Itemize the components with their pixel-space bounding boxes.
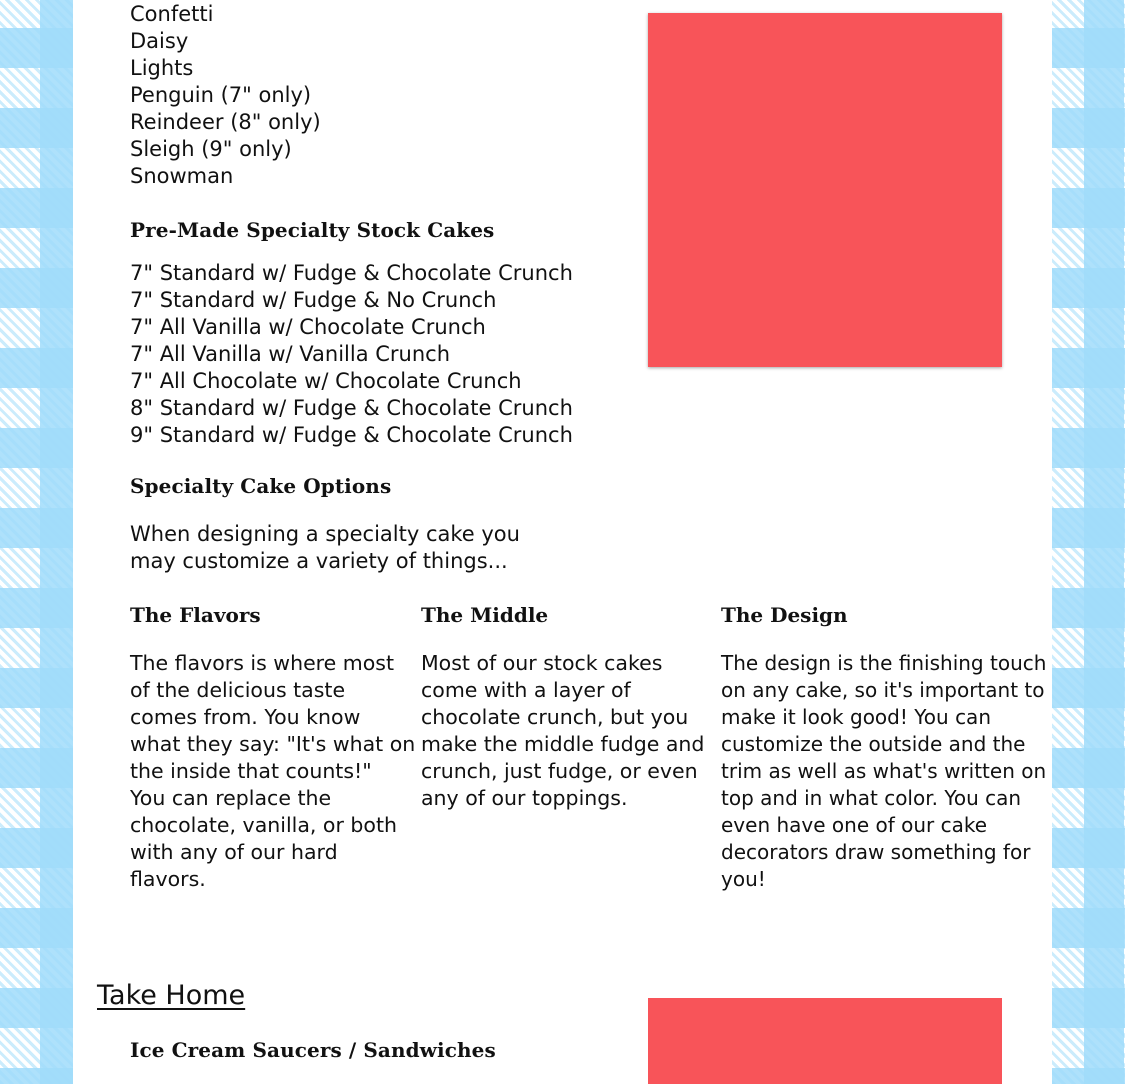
text-line: The flavors is where most xyxy=(130,651,395,675)
text-line: make it look good! You can xyxy=(721,705,991,729)
text-line: make the middle fudge and xyxy=(421,732,705,756)
text-line: comes from. You know xyxy=(130,705,361,729)
flavors-title: The Flavors xyxy=(130,603,261,627)
text-line: the inside that counts!" xyxy=(130,759,372,783)
list-item: Reindeer (8" only) xyxy=(130,110,321,134)
text-line: chocolate, vanilla, or both xyxy=(130,813,398,837)
page-content xyxy=(73,0,1052,1084)
text-line: with any of our hard xyxy=(130,840,338,864)
text-line: chocolate crunch, but you xyxy=(421,705,689,729)
stock-cakes-list xyxy=(130,260,573,449)
design-list xyxy=(130,1,321,190)
middle-title: The Middle xyxy=(421,603,549,627)
intro-line: may customize a variety of things... xyxy=(130,549,508,573)
list-item: Daisy xyxy=(130,29,189,53)
options-heading: Specialty Cake Options xyxy=(130,474,392,498)
text-line: on any cake, so it's important to xyxy=(721,678,1045,702)
text-line: flavors. xyxy=(130,867,206,891)
list-item: 8" Standard w/ Fudge & Chocolate Crunch xyxy=(130,396,573,420)
list-item: 7" All Vanilla w/ Chocolate Crunch xyxy=(130,315,486,339)
list-item: 7" Standard w/ Fudge & Chocolate Crunch xyxy=(130,261,573,285)
cake-photo xyxy=(648,13,1002,367)
text-line: trim as well as what's written on xyxy=(721,759,1047,783)
list-item: Sleigh (9" only) xyxy=(130,137,292,161)
text-line: even have one of our cake xyxy=(721,813,988,837)
take-home-photo xyxy=(648,998,1002,1084)
gingham-border-right xyxy=(1052,0,1125,1084)
flavors-text xyxy=(130,650,415,893)
list-item: 7" All Chocolate w/ Chocolate Crunch xyxy=(130,369,522,393)
options-intro xyxy=(130,521,520,575)
stock-cakes-heading: Pre-Made Specialty Stock Cakes xyxy=(130,218,495,242)
ice-cream-saucers-heading: Ice Cream Saucers / Sandwiches xyxy=(130,1038,496,1062)
list-item: Confetti xyxy=(130,2,214,26)
text-line: what they say: "It's what on xyxy=(130,732,416,756)
text-line: decorators draw something for xyxy=(721,840,1031,864)
text-line: crunch, just fudge, or even xyxy=(421,759,698,783)
text-line: you! xyxy=(721,867,766,891)
list-item: Penguin (7" only) xyxy=(130,83,312,107)
text-line: Most of our stock cakes xyxy=(421,651,663,675)
list-item: 7" Standard w/ Fudge & No Crunch xyxy=(130,288,497,312)
list-item: Snowman xyxy=(130,164,234,188)
list-item: Lights xyxy=(130,56,194,80)
text-line: You can replace the xyxy=(130,786,332,810)
intro-line: When designing a specialty cake you xyxy=(130,522,520,546)
gingham-border-left xyxy=(0,0,73,1084)
text-line: customize the outside and the xyxy=(721,732,1026,756)
text-line: come with a layer of xyxy=(421,678,631,702)
design-text xyxy=(721,650,1046,893)
middle-text xyxy=(421,650,704,812)
design-title: The Design xyxy=(721,603,848,627)
text-line: top and in what color. You can xyxy=(721,786,1022,810)
list-item: 9" Standard w/ Fudge & Chocolate Crunch xyxy=(130,423,573,447)
take-home-title: Take Home xyxy=(97,980,246,1011)
text-line: of the delicious taste xyxy=(130,678,346,702)
text-line: any of our toppings. xyxy=(421,786,628,810)
text-line: The design is the finishing touch xyxy=(721,651,1047,675)
list-item: 7" All Vanilla w/ Vanilla Crunch xyxy=(130,342,451,366)
